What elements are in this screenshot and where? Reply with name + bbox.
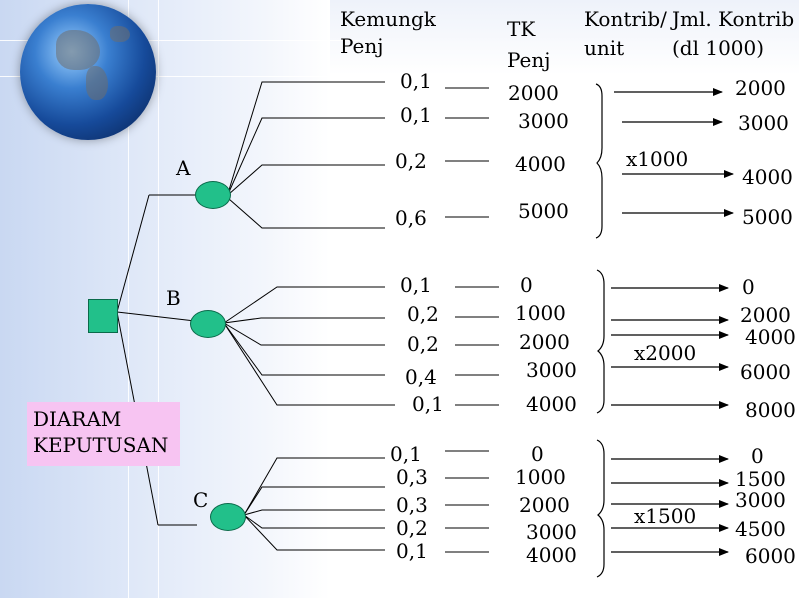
prob-b-4: 0,4	[405, 365, 437, 389]
total-b-2: 2000	[740, 303, 791, 327]
total-c-5: 6000	[745, 544, 796, 568]
branch-label-b: B	[166, 286, 181, 310]
multiplier-c: x1500	[634, 504, 697, 528]
demand-b-5: 4000	[526, 392, 577, 416]
header-prob-line2: Penj	[340, 34, 384, 58]
prob-b-3: 0,2	[407, 332, 439, 356]
demand-c-1: 0	[531, 442, 544, 466]
total-c-4: 4500	[735, 517, 786, 541]
prob-a-2: 0,1	[400, 103, 432, 127]
demand-c-2: 1000	[515, 465, 566, 489]
total-b-4: 6000	[740, 360, 791, 384]
header-tk-line2: Penj	[507, 48, 551, 72]
total-c-3: 3000	[735, 488, 786, 512]
header-tk-line1: TK	[507, 17, 536, 41]
prob-c-5: 0,1	[396, 539, 428, 563]
demand-c-3: 2000	[519, 493, 570, 517]
total-c-1: 0	[751, 444, 764, 468]
total-a-4: 5000	[742, 205, 793, 229]
prob-b-5: 0,1	[412, 392, 444, 416]
total-a-2: 3000	[738, 111, 789, 135]
total-a-3: 4000	[742, 165, 793, 189]
demand-b-1: 0	[520, 273, 533, 297]
prob-c-1: 0,1	[390, 442, 422, 466]
demand-b-3: 2000	[519, 330, 570, 354]
demand-c-5: 4000	[526, 543, 577, 567]
header-prob-line1: Kemungk	[340, 7, 436, 31]
demand-a-2: 3000	[518, 109, 569, 133]
prob-c-3: 0,3	[396, 493, 428, 517]
header-total-line2: (dl 1000)	[672, 36, 765, 60]
prob-a-4: 0,6	[395, 206, 427, 230]
prob-a-3: 0,2	[395, 149, 427, 173]
demand-a-3: 4000	[515, 152, 566, 176]
prob-c-4: 0,2	[396, 516, 428, 540]
total-b-1: 0	[742, 275, 755, 299]
chance-node-a	[195, 181, 231, 209]
decision-node	[88, 299, 118, 333]
header-contrib-line2: unit	[584, 36, 625, 60]
demand-a-1: 2000	[508, 81, 559, 105]
prob-a-1: 0,1	[400, 69, 432, 93]
multiplier-a: x1000	[626, 147, 689, 171]
chance-node-c	[210, 503, 246, 531]
total-b-3: 4000	[745, 325, 796, 349]
diagram-title-line2: KEPUTUSAN	[33, 433, 169, 457]
header-contrib-line1: Kontrib/	[584, 7, 667, 31]
demand-a-4: 5000	[518, 199, 569, 223]
header-total-line1: Jml. Kontrib	[672, 7, 795, 31]
multiplier-b: x2000	[634, 341, 697, 365]
diagram-title-box	[27, 402, 180, 466]
total-c-2: 1500	[735, 467, 786, 491]
prob-c-2: 0,3	[396, 465, 428, 489]
demand-b-2: 1000	[515, 301, 566, 325]
branch-label-c: C	[193, 488, 209, 512]
demand-b-4: 3000	[526, 358, 577, 382]
prob-b-2: 0,2	[407, 302, 439, 326]
branch-label-a: A	[176, 156, 191, 180]
prob-b-1: 0,1	[400, 273, 432, 297]
diagram-title-line1: DIARAM	[33, 407, 122, 431]
demand-c-4: 3000	[526, 520, 577, 544]
chance-node-b	[190, 310, 226, 338]
total-a-1: 2000	[735, 76, 786, 100]
total-b-5: 8000	[745, 398, 796, 422]
